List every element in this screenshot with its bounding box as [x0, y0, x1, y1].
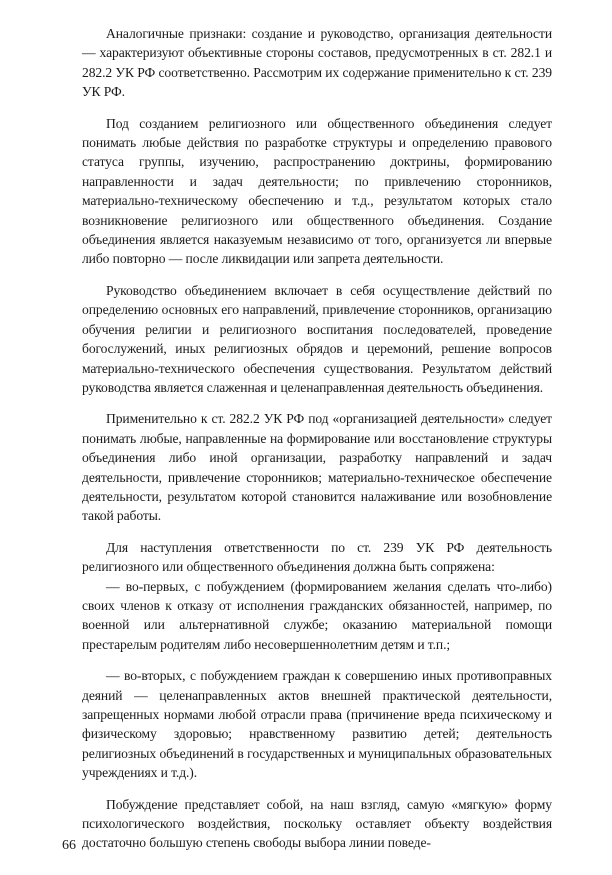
paragraph-6-dash-item: — во-первых, с побуждением (формированием желания сделать что-либо) своих членов к отказу от исполнения гражданских обязанностей, например, по военной или альтернативной службе; оказанию материальной помощи престарелым родителям либо несовершеннолетним детям и т.п.; — [82, 578, 552, 652]
paragraph-5: Для наступления ответственности по ст. 239 УК РФ деятельность религиозного или общественного объединения должна быть сопряжена: — [82, 539, 552, 575]
paragraph-2: Под созданием религиозного или общественного объединения следует понимать любые действия по разработке структуры и определению правового статуса группы, изучению, распространению доктрины, формированию направленности и задач деятельности; по привлечению сторонников, материально-техническому обеспечению и т.д., результатом которых стало возникновение религиозного или общественного объединения. Создание объединения является наказуемым независимо от того, организуется ли впервые либо повторно — после ликвидации или запрета деятельности. — [82, 115, 552, 267]
paragraph-1: Аналогичные признаки: создание и руководство, организация деятельности — характеризуют объективные стороны составов, предусмотренных в ст. 282.1 и 282.2 УК РФ соответственно. Рассмотрим их содержание применительно к ст. 239 УК РФ. — [82, 26, 552, 100]
paragraph-4: Применительно к ст. 282.2 УК РФ под «организацией деятельности» следует понимать любые, направленные на формирование или восстановление структуры объединения либо иной организации, разработку направлений и задач деятельности, привлечение сторонников; материально-техническое обеспечение деятельности, результатом которой становится налаживание или возобновление такой работы. — [82, 411, 552, 524]
paragraph-3: Руководство объединением включает в себя осуществление действий по определению основных его направлений, привлечение сторонников, организацию обучения религии и религиозного воспитания последователей, проведение богослужений, иных религиозных обрядов и церемоний, решение вопросов материально-технического обеспечения существования. Результатом действий руководства является слаженная и целенаправленная деятельность объединения. — [82, 282, 552, 395]
paragraph-7-dash-item: — во-вторых, с побуждением граждан к совершению иных противоправных деяний — целенаправленных актов внешней практической деятельности, запрещенных нормами любой отрасли права (причинение вреда психическому и физическому здоровью; нравственному развитию детей; деятельность религиозных объединений в государственных и муниципальных образовательных учреждениях и т.д.). — [82, 668, 552, 781]
paragraph-8: Побуждение представляет собой, на наш взгляд, самую «мягкую» форму психологического воздействия, поскольку оставляет объекту воздействия достаточно большую степень свободы выбора линии поведе- — [82, 796, 552, 851]
page-number: 66 — [62, 838, 76, 853]
document-body — [82, 24, 552, 865]
